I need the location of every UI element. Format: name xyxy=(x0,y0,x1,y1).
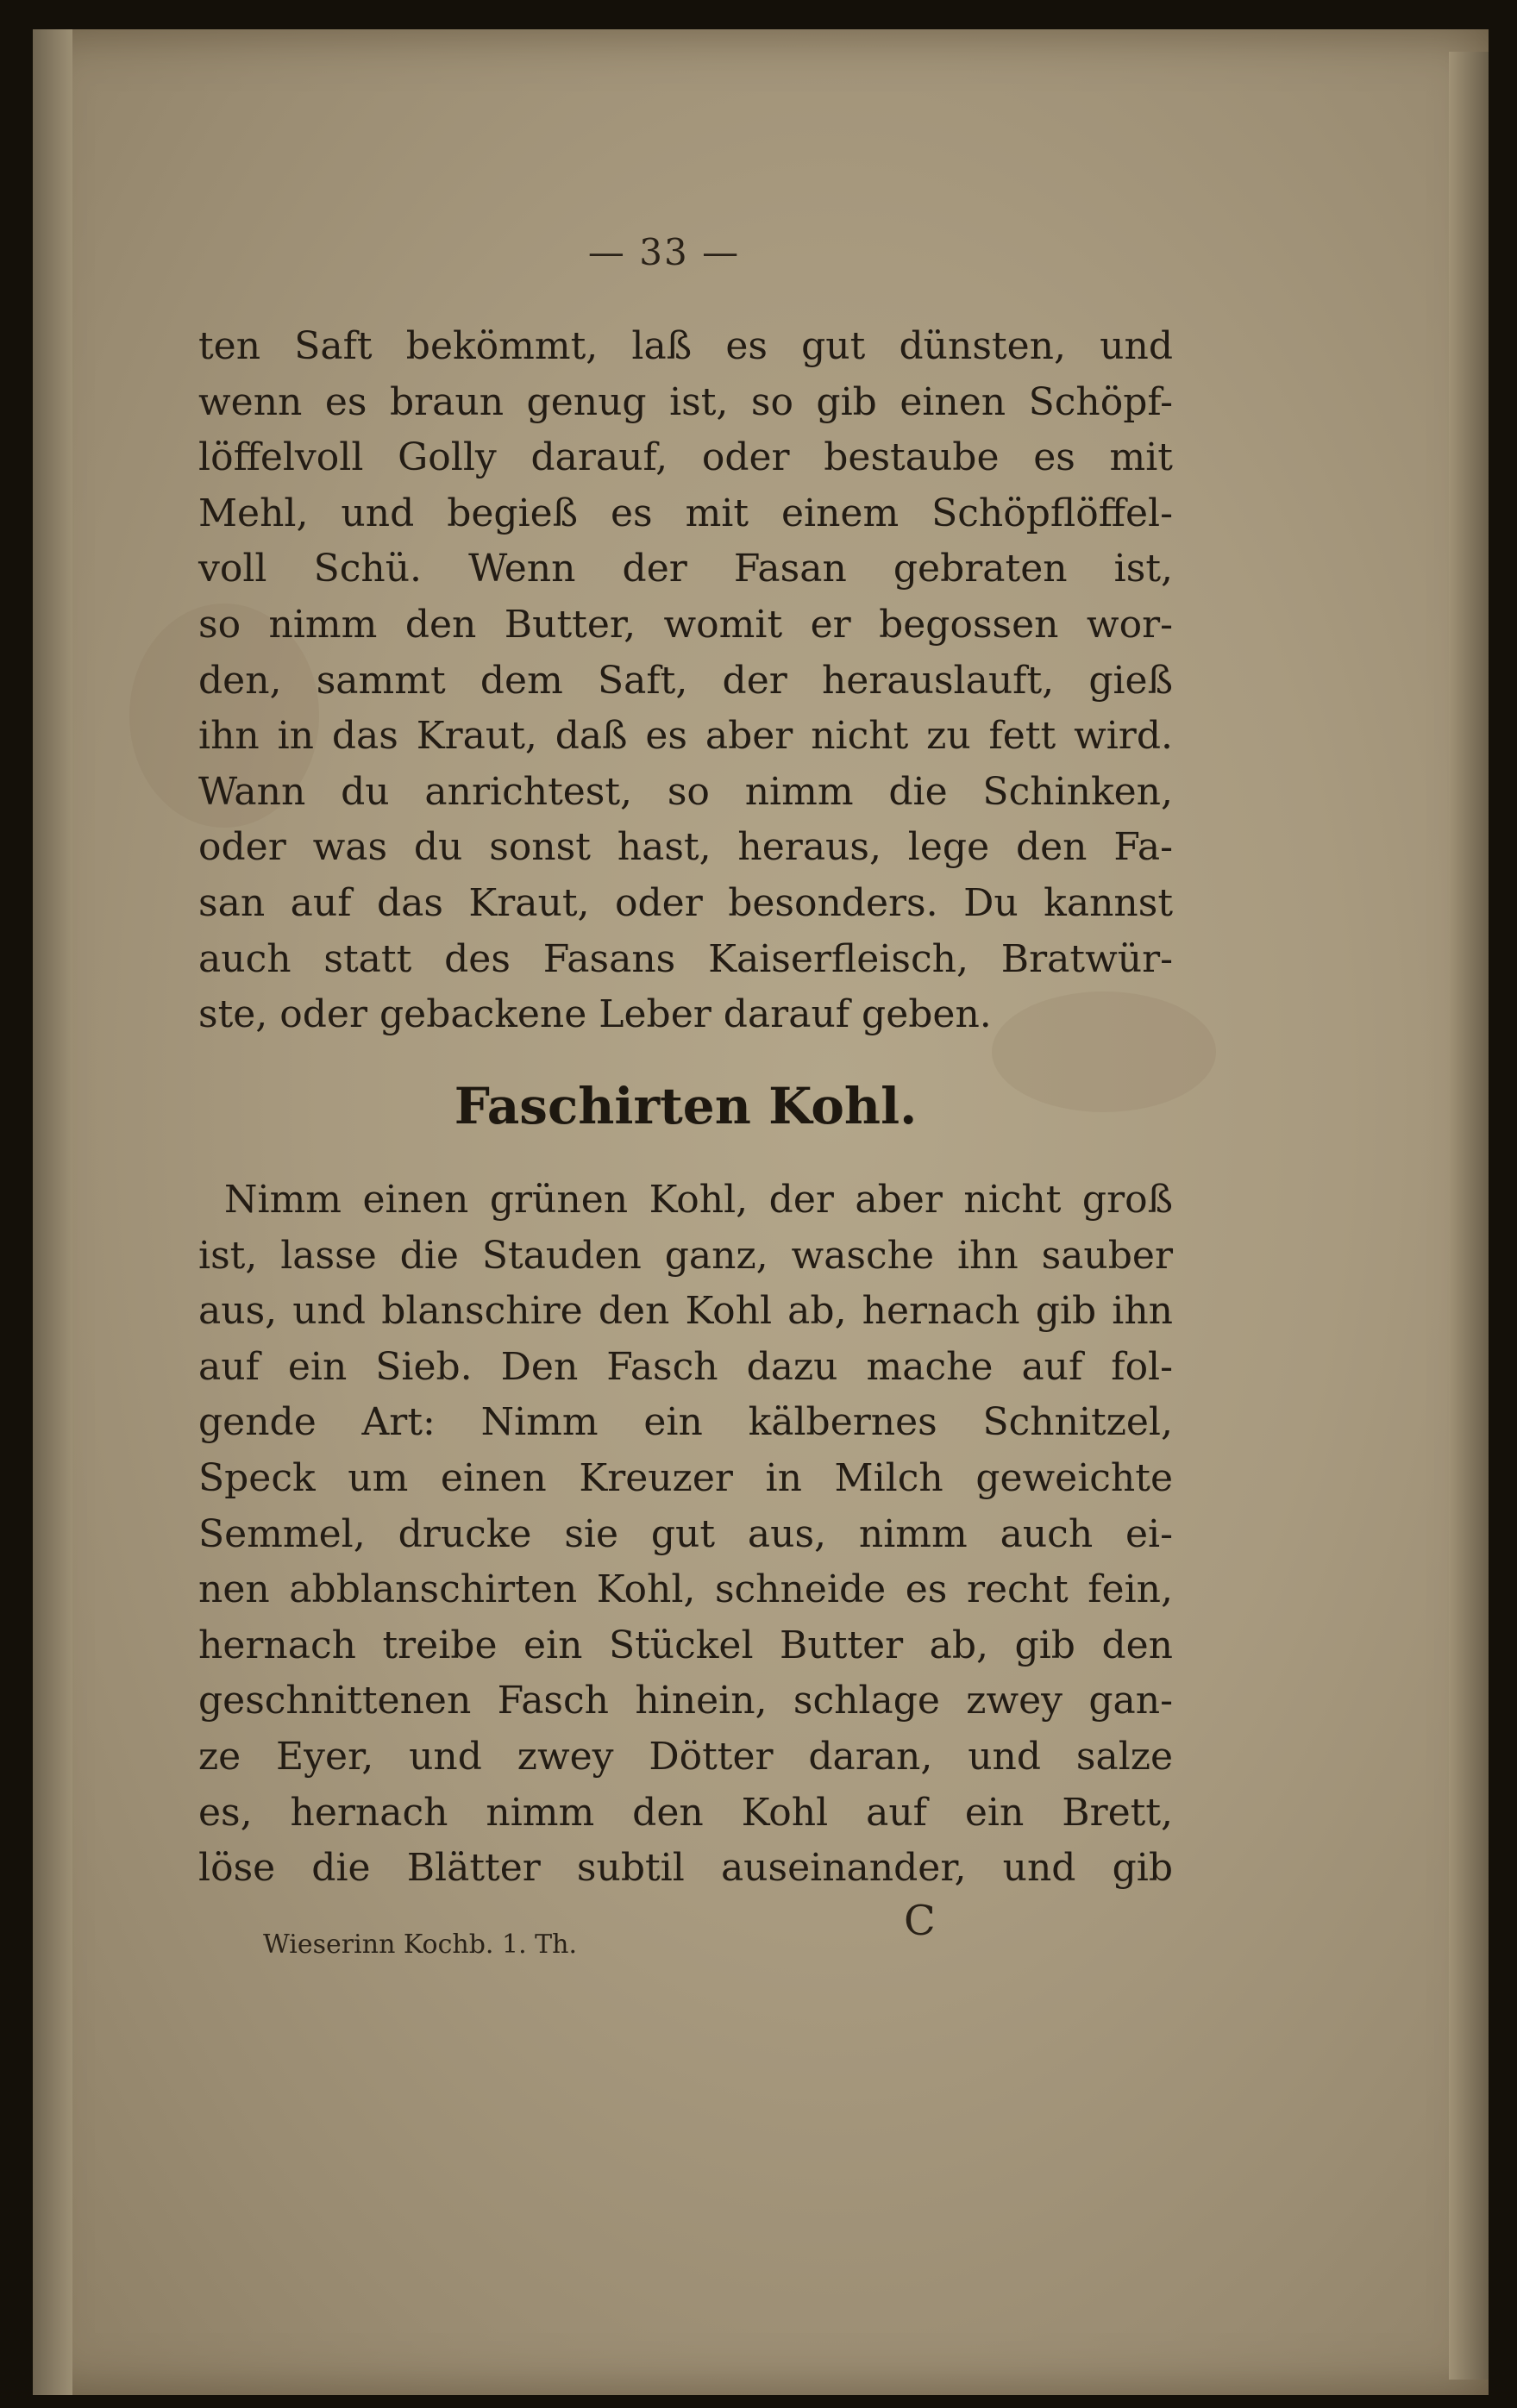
text-line: san auf das Kraut, oder besonders. Du kannst xyxy=(198,880,1173,925)
text-line: ten Saft bekömmt, laß es gut dünsten, und xyxy=(198,324,1173,368)
text-line: voll Schü. Wenn der Fasan gebraten ist, xyxy=(198,547,1173,591)
text-line: so nimm den Butter, womit er begossen wor- xyxy=(198,602,1173,647)
text-line: löse die Blätter subtil auseinander, und gib xyxy=(198,1846,1173,1891)
signature-mark: C xyxy=(904,1897,936,1945)
text-line: gende Art: Nimm ein kälbernes Schnitzel, xyxy=(198,1400,1173,1445)
body-text-top xyxy=(198,319,1173,1043)
text-line: Speck um einen Kreuzer in Milch geweichte xyxy=(198,1455,1173,1500)
text-line: ze Eyer, und zwey Dötter daran, und salze xyxy=(198,1734,1173,1779)
text-line: ist, lasse die Stauden ganz, wasche ihn sauber xyxy=(198,1233,1173,1278)
text-line: wenn es braun genug ist, so gib einen Schöpf- xyxy=(198,379,1173,424)
text-line: oder was du sonst hast, heraus, lege den Fa- xyxy=(198,825,1173,870)
page-right-edge xyxy=(1449,52,1489,2380)
section-heading: Faschirten Kohl. xyxy=(454,1077,918,1135)
text-line: geschnittenen Fasch hinein, schlage zwey gan- xyxy=(198,1679,1173,1723)
page-left-edge xyxy=(33,29,72,2395)
text-line: auch statt des Fasans Kaiserfleisch, Bratwür- xyxy=(198,936,1173,981)
text-line: Wann du anrichtest, so nimm die Schinken, xyxy=(198,769,1173,814)
body-text-bottom xyxy=(198,1173,1173,1897)
footer-signature-line: Wieserinn Kochb. 1. Th. xyxy=(263,1930,578,1960)
text-line: nen abblanschirten Kohl, schneide es recht fein, xyxy=(198,1567,1173,1612)
text-line: Nimm einen grünen Kohl, der aber nicht groß xyxy=(224,1178,1173,1222)
text-line: Mehl, und begieß es mit einem Schöpflöffel- xyxy=(198,491,1173,535)
text-line: ihn in das Kraut, daß es aber nicht zu fett wird. xyxy=(198,714,1173,759)
text-line: löffelvoll Golly darauf, oder bestaube es mit xyxy=(198,435,1173,480)
text-line: auf ein Sieb. Den Fasch dazu mache auf fol- xyxy=(198,1344,1173,1389)
text-line: es, hernach nimm den Kohl auf ein Brett, xyxy=(198,1790,1173,1835)
page-number: — 33 — xyxy=(587,231,741,273)
text-line: hernach treibe ein Stückel Butter ab, gib den xyxy=(198,1623,1173,1667)
text-line: aus, und blanschire den Kohl ab, hernach gib ihn xyxy=(198,1289,1173,1334)
text-line: Semmel, drucke sie gut aus, nimm auch ei- xyxy=(198,1511,1173,1556)
text-line: den, sammt dem Saft, der herauslauft, gieß xyxy=(198,658,1173,703)
text-line: ste, oder gebackene Leber darauf geben. xyxy=(198,992,992,1037)
